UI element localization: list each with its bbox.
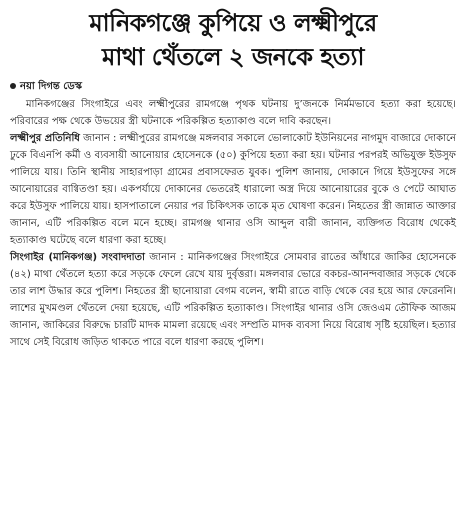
- byline: [10, 80, 456, 94]
- headline-line-1: মানিকগঞ্জে কুপিয়ে ও লক্ষ্মীপুরে: [89, 9, 377, 37]
- singair-body: জানান : মানিকগঞ্জের সিংগাইরে সোমবার রাতের আঁধারে জাকির হোসেনকে (৪২) মাথা থেঁতলে হত্যা করে সড়কে ফেলে রেখে যায় দুর্বৃত্তরা। মঙ্গলবার ভোরে বকচর-আনন্দবাজার সড়কে থেকে তার লাশ উদ্ধার করে পুলিশ। নিহতের স্ত্রী ছানোয়ারা বেগম বলেন, স্বামী রাতে বাড়ি থেকে বের হয়ে আর ফেরেননি। লাশের মুখমণ্ডল থেঁতলে দেয়া হয়েছে, এটি পরিকল্পিত হত্যাকাণ্ড। সিংগাইর থানার ওসি জেওএম তৌফিক আজম জানান, জাকিরের বিরুদ্ধে চারটি মাদক মামলা রয়েছে এবং সম্প্রতি মাদক ব্যবসা নিয়ে বিরোধ সৃষ্টি হয়েছিল। হত্যার সাথে সেই বিরোধ জড়িত থাকতে পারে বলে ধারণা করছে পুলিশ।: [10, 252, 457, 348]
- byline-text: নয়া দিগন্ত ডেস্ক: [20, 81, 82, 92]
- lakshmipur-dateline: লক্ষ্মীপুর প্রতিনিধি: [10, 133, 80, 144]
- singair-dateline: সিংগাইর (মানিকগঞ্জ) সংবাদদাতা: [10, 252, 145, 263]
- headline-line-2: মাথা থেঁতলে ২ জনকে হত্যা: [102, 43, 364, 71]
- intro-paragraph: মানিকগঞ্জের সিংগাইরে এবং লক্ষ্মীপুরের রামগঞ্জে পৃথক ঘটনায় দু’জনকে নির্মমভাবে হত্যা করা হয়েছে। পরিবারের পক্ষ থেকে উভয়ের স্ত্রী ঘটনাকে পরিকল্পিত হত্যাকাণ্ড বলে দাবি করছেন।: [10, 99, 456, 127]
- bullet-icon: [10, 83, 16, 89]
- lakshmipur-body: জানান : লক্ষ্মীপুরের রামগঞ্জে মঙ্গলবার সকালে ভোলাকোট ইউনিয়নের নাগমুদ বাজারে দোকানে ঢুকে বিএনপি কর্মী ও ব্যবসায়ী আনোয়ার হোসেনকে (৫০) কুপিয়ে হত্যা করা হয়। ঘটনার পরপরই অভিযুক্ত ইউসুফ পালিয়ে যায়। তিনি স্থানীয় সাহারপাড়া গ্রামের প্রবাসফেরত যুবক। পুলিশ জানায়, দোকানে গিয়ে ইউসুফের সঙ্গে আনোয়ারের বাগ্বিতণ্ডা হয়। একপর্যায়ে দোকানের ভেতরেই ধারালো অস্ত্র দিয়ে আনোয়ারের বুকে ও পেটে আঘাত করে ইউসুফ পালিয়ে যায়। হাসপাতালে নেয়ার পর চিকিৎসক তাকে মৃত ঘোষণা করেন। নিহতের স্ত্রী জান্নাত আক্তার জানান, এটি পরিকল্পিত বলে মনে হচ্ছে। রামগঞ্জ থানার ওসি আব্দুল বারী জানান, ব্যক্তিগত বিরোধ থেকেই হত্যাকাণ্ড ঘটেছে বলে ধারণা করা হচ্ছে।: [10, 133, 456, 246]
- singair-paragraph: [10, 249, 456, 351]
- lakshmipur-paragraph: [10, 130, 456, 249]
